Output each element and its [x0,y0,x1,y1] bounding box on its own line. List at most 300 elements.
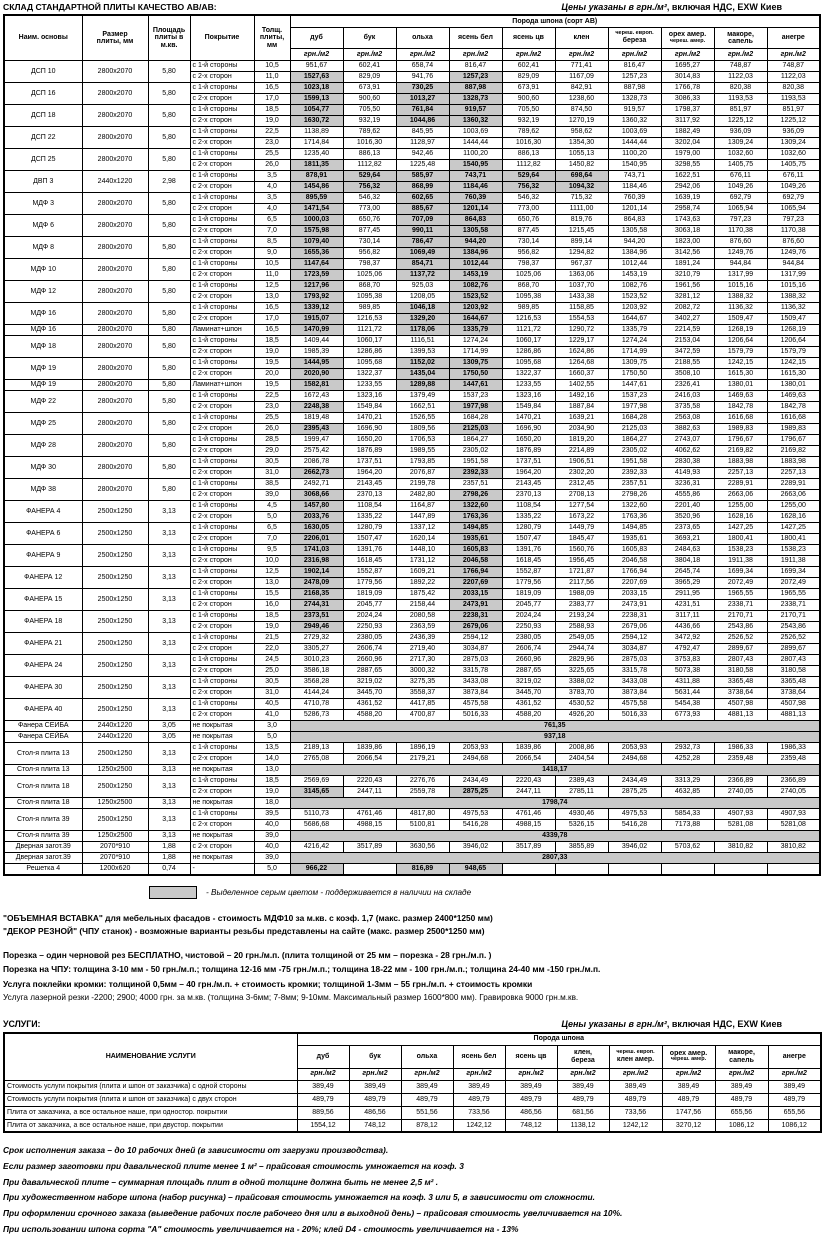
coating: с 2-х сторон [190,644,254,655]
service-price-cell: 1086,12 [768,1119,821,1132]
table-row [4,842,820,853]
price-cell: 2958,74 [661,204,714,215]
price-cell: 2072,49 [767,578,820,589]
material-name: Фанера СЕИБА [4,721,82,732]
price-cell: 1876,89 [502,446,555,457]
price-cell: 3558,37 [396,688,449,699]
price-cell: 820,38 [767,83,820,94]
price-cell: 1003,69 [449,127,502,138]
price-cell: 1609,21 [396,567,449,578]
price-cell: 1964,20 [343,468,396,479]
price-cell: 2370,13 [502,490,555,501]
price-cell: 602,41 [343,61,396,72]
price-cell: 2932,73 [661,743,714,754]
thickness: 30,5 [254,457,290,468]
coating: с 2-х сторон [190,314,254,325]
price-cell: 3873,84 [608,688,661,699]
price-cell [714,864,767,875]
price-cell: 2830,38 [661,457,714,468]
price-cell: 2257,13 [767,468,820,479]
service-price-cell: 655,56 [715,1106,768,1119]
service-price-cell: 389,49 [401,1080,453,1093]
price-cell: 1961,56 [661,281,714,292]
price-cell: 3180,58 [714,666,767,677]
price-cell: 1911,38 [767,556,820,567]
table-row [4,853,820,864]
table-row [4,655,820,666]
plate-area: 3,13 [148,699,190,721]
plate-area: 3,13 [148,501,190,523]
price-cell: 761,84 [396,105,449,116]
coating: с 2-х сторон [190,72,254,83]
price-cell: 1527,63 [290,72,343,83]
price-cell: 1111,00 [555,204,608,215]
price-cell: 1494,85 [449,523,502,534]
thickness: 7,0 [254,226,290,237]
service-price-cell: 878,12 [401,1119,453,1132]
table-row [4,479,820,490]
price-cell: 1449,79 [555,523,608,534]
price-cell: 3586,18 [290,666,343,677]
material-name: Стол-я плита 39 [4,831,82,842]
price-cell: 1108,54 [502,501,555,512]
price-cell: 2238,31 [608,611,661,622]
price-cell: 1286,86 [343,347,396,358]
material-name: МДФ 19 [4,358,82,380]
price-cell: 2207,69 [449,578,502,589]
price-cell: 2170,71 [714,611,767,622]
price-cell: 2887,65 [502,666,555,677]
price-cell: 2373,65 [661,523,714,534]
price-cell: 3117,11 [661,611,714,622]
price-cell: 2312,45 [555,479,608,490]
price-cell: 1549,84 [502,402,555,413]
price-cell: 819,76 [555,215,608,226]
thickness: 22,5 [254,391,290,402]
plate-area: 5,80 [148,281,190,303]
thickness: 38,5 [254,479,290,490]
price-cell: 2526,52 [714,633,767,644]
price-cell: 2807,43 [767,655,820,666]
unit-header: грн./м2 [396,49,449,61]
unit-header: грн./м2 [768,1068,821,1080]
price-cell: 4761,46 [502,809,555,820]
coating: с 2-х сторон [190,204,254,215]
price-cell: 1025,06 [343,270,396,281]
plate-size: 1200x620 [82,864,148,875]
price-cell: 3315,78 [449,666,502,677]
price-cell: 989,85 [343,303,396,314]
price-cell: 864,83 [608,215,661,226]
plate-area: 3,13 [148,567,190,589]
table-row [4,325,820,336]
coating: с 2-х сторон [190,754,254,765]
price-cell: 1216,53 [502,314,555,325]
coating: с 2-х сторон [190,688,254,699]
price-cell: 2143,45 [502,479,555,490]
plate-size: 2070*910 [82,853,148,864]
price-cell: 789,62 [343,127,396,138]
coating: Ламинат+шпон [190,380,254,391]
material-name: МДФ 8 [4,237,82,259]
price-cell: 1714,99 [608,347,661,358]
price-cell: 1538,23 [714,545,767,556]
material-name: МДФ 3 [4,193,82,215]
price-cell: 2380,05 [343,633,396,644]
species-header: бук [343,28,396,49]
price-cell: 2765,08 [290,754,343,765]
service-name-header: НАИМЕНОВАНИЕ УСЛУГИ [4,1033,297,1081]
price-cell: 4988,15 [502,820,555,831]
price-cell: 1427,25 [714,523,767,534]
price-cell: 4975,53 [608,809,661,820]
service-price-cell: 389,49 [557,1080,609,1093]
price-cell: 760,39 [608,193,661,204]
thickness: 11,0 [254,72,290,83]
price-cell: 1819,09 [343,589,396,600]
coating: с 1-й стороны [190,479,254,490]
coating: с 2-х сторон [190,182,254,193]
coating: с 1-й стороны [190,259,254,270]
price-cell: 2169,82 [767,446,820,457]
price-cell: 1201,14 [449,204,502,215]
price-cell: 3000,32 [396,666,449,677]
table-row [4,798,820,809]
price-cell: 2066,54 [343,754,396,765]
services-title: УСЛУГИ: [3,1018,41,1029]
price-cell: 2370,13 [343,490,396,501]
price-cell: 1986,33 [767,743,820,754]
price-cell: 3202,04 [661,138,714,149]
thickness: 13,0 [254,292,290,303]
price-cell: 1864,27 [608,435,661,446]
price-cell: 4216,42 [290,842,343,853]
price-cell: 936,09 [767,127,820,138]
price-cell: 1055,13 [555,149,608,160]
service-price-cell: 489,79 [662,1093,715,1106]
service-price-cell: 1138,12 [557,1119,609,1132]
price-cell: 2359,48 [714,754,767,765]
price-cell: 1469,63 [767,391,820,402]
plate-area: 3,13 [148,677,190,699]
plate-area: 3,13 [148,633,190,655]
material-name: МДФ 30 [4,457,82,479]
price-cell: 2153,04 [661,336,714,347]
coating: с 1-й стороны [190,501,254,512]
material-name: МДФ 22 [4,391,82,413]
coating: не покрытая [190,798,254,809]
table-row [4,633,820,644]
table-row [4,589,820,600]
price-cell: 5281,08 [714,820,767,831]
material-name: ФАНЕРА 24 [4,655,82,677]
plate-size: 2800x2070 [82,127,148,149]
price-cell: 2053,93 [449,743,502,754]
price-cell: 1122,03 [767,72,820,83]
price-cell: 1015,16 [767,281,820,292]
price-cell: 2606,74 [502,644,555,655]
coating: с 1-й стороны [190,215,254,226]
price-cell: 1673,22 [555,512,608,523]
price-cell: 1242,15 [714,358,767,369]
price-cell: 5016,33 [449,710,502,721]
service-price-cell: 489,79 [453,1093,505,1106]
price-cell: 895,59 [290,193,343,204]
price-cell: 1839,86 [502,743,555,754]
plate-size: 1250x2500 [82,798,148,809]
thickness: 3,0 [254,721,290,732]
plate-size: 2800x2070 [82,61,148,83]
price-cell: 1206,64 [714,336,767,347]
price-cell: 3472,92 [661,633,714,644]
price-cell [502,864,555,875]
plate-size: 2500x1250 [82,523,148,545]
price-cell: 1696,90 [502,424,555,435]
service-price-cell: 489,79 [401,1093,453,1106]
plate-size: 2500x1250 [82,743,148,765]
plate-area: 5,80 [148,259,190,281]
price-cell: 1988,09 [555,589,608,600]
price-cell: 1842,78 [714,402,767,413]
price-cell: 2392,33 [449,468,502,479]
price-cell: 3068,66 [290,490,343,501]
coating: с 1-й стороны [190,699,254,710]
note-line: При оформлении срочного заказа (выведение рабочих после рабочего дня или в выходной день) – прайсовая стоимость увеличивается на 10%. [3,1208,623,1219]
price-cell: 4792,47 [661,644,714,655]
col-header: Площадь плиты в м.кв. [148,15,190,61]
price-cell: 1714,84 [290,138,343,149]
unit-header: грн./м2 [767,49,820,61]
price-cell: 1977,98 [449,402,502,413]
price-cell: 4700,87 [396,710,449,721]
price-cell: 1523,52 [608,292,661,303]
material-name: Стол-я плита 13 [4,743,82,765]
price-cell: 1323,16 [502,391,555,402]
price-cell: 1032,60 [714,149,767,160]
plate-size: 2500x1250 [82,655,148,677]
price-cell: 1977,98 [608,402,661,413]
unit-header: грн./м2 [557,1068,609,1080]
price-cell: 743,71 [449,171,502,182]
price-cell: 1842,78 [767,402,820,413]
price-cell: 1225,12 [714,116,767,127]
price-cell: 1137,72 [396,270,449,281]
price-cell: 1015,16 [714,281,767,292]
price-cell: 2559,78 [396,787,449,798]
price-cell: 1779,56 [343,578,396,589]
price-cell: 3275,35 [396,677,449,688]
thickness: 12,5 [254,281,290,292]
price-cell: 2206,01 [290,534,343,545]
price-cell: 1363,06 [555,270,608,281]
price-cell: 2082,72 [661,303,714,314]
price-cell: 1582,81 [290,380,343,391]
thickness: 29,0 [254,446,290,457]
price-cell: 1605,83 [449,545,502,556]
material-name: МДФ 10 [4,259,82,281]
thickness: 3,5 [254,193,290,204]
plate-size: 2500x1250 [82,633,148,655]
price-cell: 1876,89 [343,446,396,457]
thickness: 16,5 [254,325,290,336]
price-cell: 7173,88 [661,820,714,831]
price-cell: 756,32 [502,182,555,193]
price-cell: 868,70 [343,281,396,292]
price-cell: 3630,56 [396,842,449,853]
price-cell: 1147,64 [290,259,343,270]
page-header [3,2,820,12]
table-row [4,809,820,820]
price-cell: 1277,54 [555,501,608,512]
unit-header: грн./м2 [661,49,714,61]
price-cell: 1554,53 [555,314,608,325]
price-cell: 1796,67 [714,435,767,446]
price-cell: 864,83 [449,215,502,226]
price-cell: 948,65 [449,864,502,875]
price-cell: 944,20 [449,237,502,248]
price-cell [767,864,820,875]
price-cell: 1136,32 [767,303,820,314]
coating: с 2-х сторон [190,248,254,259]
price-cell: 3010,23 [290,655,343,666]
thickness: 25,5 [254,149,290,160]
price-cell: 1823,00 [661,237,714,248]
price-cell: 1206,64 [767,336,820,347]
price-cell: 2473,91 [608,600,661,611]
species-header: череш. европ. береза [608,28,661,49]
service-label: Стоимость услуги покрытия (плита и шпон от заказчика) с двух сторон [4,1093,297,1106]
price-cell: 1065,94 [714,204,767,215]
price-cell: 1280,79 [502,523,555,534]
table-row [4,435,820,446]
plate-area: 3,13 [148,776,190,798]
plate-size: 2800x2070 [82,193,148,215]
price-cell: 2569,69 [290,776,343,787]
material-name: ФАНЕРА 18 [4,611,82,633]
price-cell: 1639,21 [555,413,608,424]
price-cell: 3236,31 [661,479,714,490]
price-cell: 2046,58 [449,556,502,567]
table-row [4,83,820,94]
service-price-cell: 389,49 [505,1080,557,1093]
price-cell: 2169,82 [714,446,767,457]
price-cell: 1650,20 [343,435,396,446]
price-cell: 1322,60 [608,501,661,512]
price-cell: 1121,72 [502,325,555,336]
price-cell: 748,87 [714,61,767,72]
price-cell: 1951,58 [608,457,661,468]
price-cell: 919,57 [608,105,661,116]
table-row [4,336,820,347]
price-cell: 3034,87 [608,644,661,655]
price-cell: 4144,24 [290,688,343,699]
plate-area: 5,80 [148,127,190,149]
price-cell: 1309,75 [449,358,502,369]
price-cell: 1354,30 [555,138,608,149]
price-cell: 5281,08 [767,820,820,831]
thickness: 11,0 [254,270,290,281]
price-cell: 1750,50 [449,369,502,380]
material-name: ДВП 3 [4,171,82,193]
thickness: 5,0 [254,512,290,523]
price-cell: 3281,12 [661,292,714,303]
species-header: клен, береза [557,1045,609,1068]
plate-size: 2800x2070 [82,435,148,457]
price-cell: 1471,54 [290,204,343,215]
price-cell: 1616,68 [714,413,767,424]
price-cell: 2199,78 [396,479,449,490]
price-cell: 773,00 [343,204,396,215]
coating: не покрытая [190,721,254,732]
price-cell: 1639,19 [661,193,714,204]
price-cell: 2543,86 [767,622,820,633]
price-cell: 1290,72 [555,325,608,336]
plate-size: 2800x2070 [82,325,148,336]
coating: с 2-х сторон [190,226,254,237]
price-cell: 956,82 [343,248,396,259]
price-cell: 673,91 [343,83,396,94]
price-cell [343,864,396,875]
price-cell: 1447,89 [396,512,449,523]
price-cell: 3433,08 [449,677,502,688]
price-cell: 1044,86 [396,116,449,127]
price-cell: 797,23 [767,215,820,226]
price-cell: 2380,05 [502,633,555,644]
material-name: ФАНЕРА 12 [4,567,82,589]
price-cell: 2363,59 [396,622,449,633]
price-cell: 2663,06 [714,490,767,501]
unit-header: грн./м2 [502,49,555,61]
coating: с 2-х сторон [190,666,254,677]
coating: с 1-й стороны [190,677,254,688]
table-row [4,127,820,138]
material-name: МДФ 18 [4,336,82,358]
note-line: При использовании шпона сорта "А" стоимость увеличивается на - 20%; клей D4 - стоимость увеличивается на - 13% [3,1223,519,1234]
price-cell: 851,97 [767,105,820,116]
coating: с 1-й стороны [190,171,254,182]
price-cell: 2188,55 [661,358,714,369]
coating: с 1-й стороны [190,435,254,446]
price-cell: 1095,68 [502,358,555,369]
service-price-cell: 489,79 [349,1093,401,1106]
thickness: 9,5 [254,545,290,556]
coating: с 1-й стороны [190,193,254,204]
price-cell: 4988,15 [343,820,396,831]
price-cell: 958,62 [555,127,608,138]
coating: не покрытая [190,765,254,776]
thickness: 31,0 [254,688,290,699]
service-price-cell: 733,56 [453,1106,505,1119]
material-name: ФАНЕРА 40 [4,699,82,721]
coating: с 1-й стороны [190,776,254,787]
price-cell: 4575,58 [449,699,502,710]
note-line: "ДЕКОР РЕЗНОЙ" (ЧПУ станок) - возможные варианты резьбы представлены на сайте (макс. размер 2500*1250 мм) [3,926,485,936]
price-cell: 1391,76 [502,545,555,556]
price-cell: 1328,73 [449,94,502,105]
species-header: ольха [396,28,449,49]
thickness: 19,5 [254,358,290,369]
price-cell: 5454,38 [661,699,714,710]
price-cell: 789,62 [502,127,555,138]
price-cell: 1935,61 [449,534,502,545]
price-cell: 1622,51 [661,171,714,182]
price-cell: 1935,61 [608,534,661,545]
plate-size: 2800x2070 [82,380,148,391]
unit-header: грн./м2 [715,1068,768,1080]
price-cell: 5686,68 [290,820,343,831]
price-cell: 658,74 [396,61,449,72]
note-line: "ОБЪЕМНАЯ ВСТАВКА" для мебельных фасадов - стоимость МДФ10 за м.кв. с коэф. 1,7 (макс. размер 2400*1250 мм) [3,912,493,923]
